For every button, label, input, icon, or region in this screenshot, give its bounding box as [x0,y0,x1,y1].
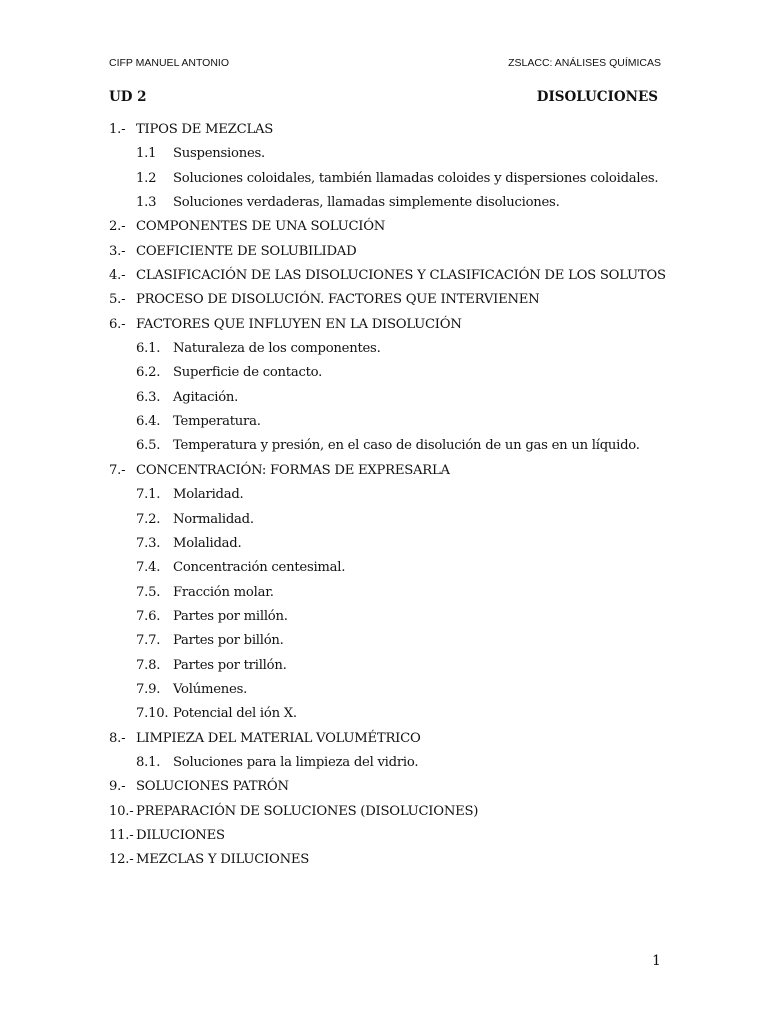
toc-subsection [109,656,679,680]
toc-item-text: Temperatura y presión, en el caso de disolución de un gas en un líquido. [173,438,640,454]
toc-item-number: 6.4. [136,414,161,430]
unit-title: DISOLUCIONES [536,89,658,105]
toc-item-text: TIPOS DE MEZCLAS [136,122,274,137]
toc-item-number: 11.- [109,827,134,843]
toc-item-number: 7.5. [136,584,161,600]
toc-item-text: SOLUCIONES PATRÓN [136,779,289,795]
toc-item-text: CLASIFICACIÓN DE LAS DISOLUCIONES Y CLASIFICACIÓN DE LOS SOLUTOS [136,268,666,284]
toc-subsection [109,412,679,436]
toc-section [109,850,679,874]
toc-section [109,290,679,314]
toc-item-number: 7.4. [136,560,161,576]
toc-section [109,217,679,241]
toc-item-number: 4.- [109,268,126,284]
toc-subsection [109,363,679,387]
toc-section [109,777,679,801]
toc-item-text: Soluciones coloidales, también llamadas coloides y dispersiones coloidales. [173,170,659,186]
toc-item-number: 7.2. [136,511,161,527]
toc-item-text: CONCENTRACIÓN: FORMAS DE EXPRESARLA [136,462,450,478]
toc-subsection [109,607,679,631]
toc-subsection [109,631,679,655]
header-institution: CIFP MANUEL ANTONIO [109,57,229,69]
toc-item-text: Potencial del ión X. [173,706,297,722]
toc-item-number: 12.- [109,852,134,868]
toc-subsection [109,510,679,534]
toc-item-text: Soluciones verdaderas, llamadas simplemente disoluciones. [173,195,560,211]
toc-item-text: Fracción molar. [173,584,274,600]
toc-section [109,242,679,266]
toc-item-number: 10.- [109,803,134,819]
toc-item-text: Agitación. [173,389,239,405]
toc-item-text: Temperatura. [173,414,261,430]
toc-item-number: 8.1. [136,754,161,770]
header-course: ZSLACC: ANÁLISES QUÍMICAS [508,57,661,69]
toc-subsection [109,680,679,704]
toc-item-text: Molaridad. [173,487,244,503]
toc-item-text: Volúmenes. [173,681,248,697]
toc-item-number: 1.3 [136,195,157,211]
toc-item-number: 6.5. [136,438,161,454]
toc-section [109,120,679,144]
toc-item-text: COEFICIENTE DE SOLUBILIDAD [136,243,357,259]
unit-title-row [109,89,658,109]
page-header [109,57,661,73]
toc-subsection [109,534,679,558]
unit-number: UD 2 [109,89,147,105]
toc-item-number: 6.2. [136,365,161,381]
toc-item-number: 6.- [109,316,126,332]
toc-item-number: 5.- [109,292,126,308]
page-number: 1 [652,953,661,969]
toc-item-text: Normalidad. [173,511,254,527]
toc-subsection [109,583,679,607]
toc-item-text: Soluciones para la limpieza del vidrio. [173,754,419,770]
toc-section [109,461,679,485]
toc-item-number: 6.1. [136,341,161,357]
toc-item-text: DILUCIONES [136,827,225,843]
toc-item-number: 8.- [109,730,126,746]
toc-subsection [109,704,679,728]
toc-item-text: COMPONENTES DE UNA SOLUCIÓN [136,219,386,235]
toc-item-number: 3.- [109,243,126,259]
toc-item-number: 1.- [109,122,126,137]
toc-subsection [109,436,679,460]
toc-item-number: 7.- [109,462,126,478]
toc-item-number: 2.- [109,219,126,235]
toc-item-text: FACTORES QUE INFLUYEN EN LA DISOLUCIÓN [136,316,462,332]
toc-subsection [109,485,679,509]
toc-item-number: 6.3. [136,389,161,405]
toc-item-text: Partes por millón. [173,608,288,624]
toc-section [109,826,679,850]
toc-item-number: 1.1 [136,146,157,162]
toc-item-number: 1.2 [136,170,157,186]
toc-item-number: 7.9. [136,681,161,697]
toc-item-number: 7.3. [136,535,161,551]
toc-item-number: 7.8. [136,657,161,673]
toc-item-text: Superficie de contacto. [173,365,323,381]
toc-item-text: LIMPIEZA DEL MATERIAL VOLUMÉTRICO [136,730,421,746]
toc-item-text: Partes por trillón. [173,657,287,673]
toc-item-text: Concentración centesimal. [173,560,346,576]
toc-item-number: 9.- [109,779,126,795]
toc-subsection [109,753,679,777]
toc-item-text: Molalidad. [173,535,242,551]
toc-subsection [109,339,679,363]
toc-item-text: MEZCLAS Y DILUCIONES [136,852,310,868]
toc-section [109,315,679,339]
toc-subsection [109,193,679,217]
toc-subsection [109,558,679,582]
toc-item-text: Suspensiones. [173,146,265,162]
toc-item-text: PREPARACIÓN DE SOLUCIONES (DISOLUCIONES) [136,803,479,819]
toc-item-text: Partes por billón. [173,633,284,649]
toc-item-number: 7.10. [136,706,169,722]
table-of-contents [109,120,679,875]
toc-section [109,802,679,826]
toc-item-number: 7.1. [136,487,161,503]
toc-section [109,266,679,290]
toc-item-number: 7.7. [136,633,161,649]
toc-subsection [109,169,679,193]
toc-item-text: Naturaleza de los componentes. [173,341,381,357]
toc-subsection [109,388,679,412]
toc-subsection [109,144,679,168]
toc-item-number: 7.6. [136,608,161,624]
toc-section [109,729,679,753]
toc-item-text: PROCESO DE DISOLUCIÓN. FACTORES QUE INTERVIENEN [136,292,540,308]
